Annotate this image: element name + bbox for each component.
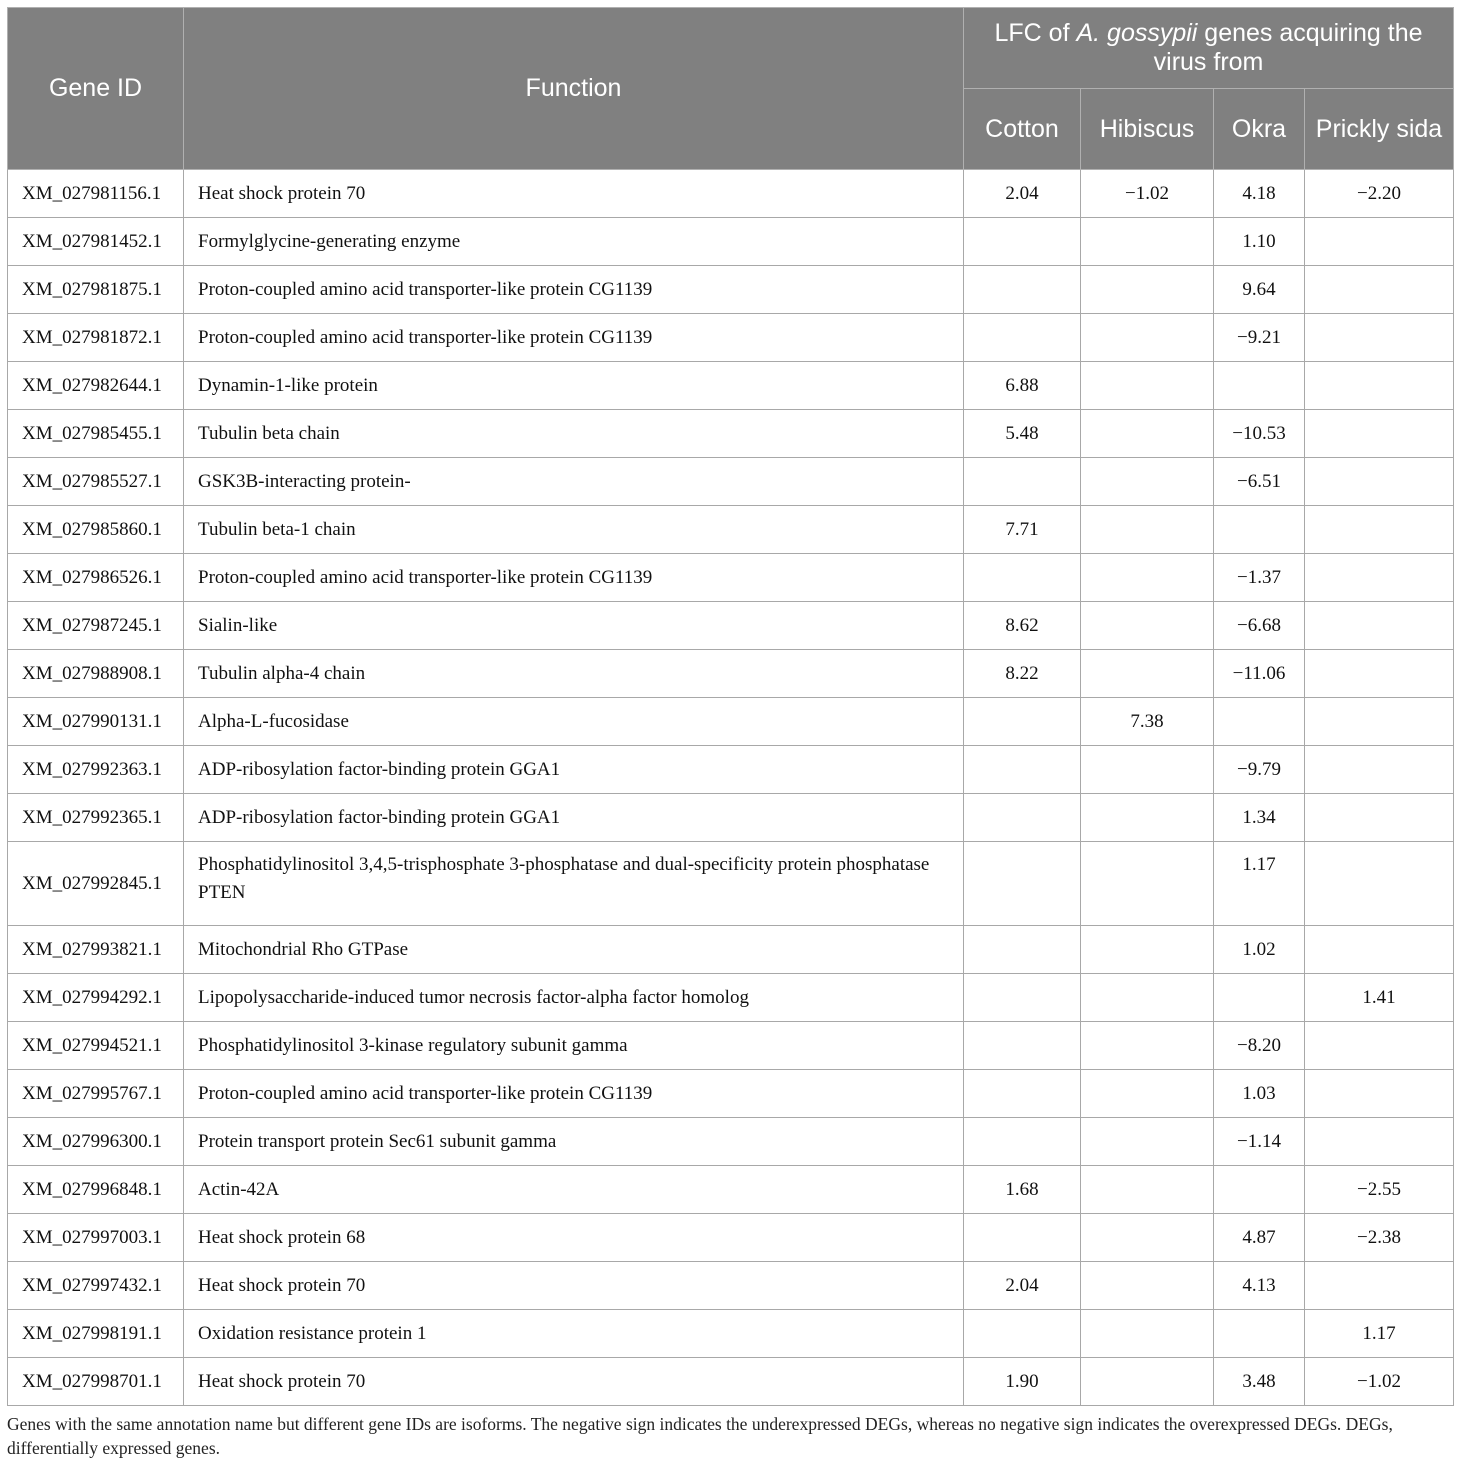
lfc-prickly-sida-cell — [1305, 1262, 1454, 1310]
table-row — [8, 974, 1454, 1022]
lfc-okra-cell: 1.34 — [1214, 794, 1305, 842]
gene-id-cell: XM_027981872.1 — [8, 314, 184, 362]
lfc-okra-cell: 1.02 — [1214, 926, 1305, 974]
function-cell: Heat shock protein 70 — [184, 1262, 964, 1310]
function-cell: Proton-coupled amino acid transporter-like protein CG1139 — [184, 266, 964, 314]
lfc-hibiscus-cell — [1081, 266, 1214, 314]
lfc-prickly-sida-cell — [1305, 554, 1454, 602]
lfc-prickly-sida-cell — [1305, 410, 1454, 458]
lfc-okra-cell: −9.21 — [1214, 314, 1305, 362]
lfc-cotton-cell — [964, 974, 1081, 1022]
function-cell: Alpha-L-fucosidase — [184, 698, 964, 746]
lfc-okra-cell — [1214, 506, 1305, 554]
function-cell: Phosphatidylinositol 3,4,5-trisphosphate 3-phosphatase and dual-specificity protein phosphatase PTEN — [184, 842, 964, 926]
function-cell: Proton-coupled amino acid transporter-like protein CG1139 — [184, 1070, 964, 1118]
function-cell: Proton-coupled amino acid transporter-like protein CG1139 — [184, 554, 964, 602]
lfc-okra-cell: 1.10 — [1214, 218, 1305, 266]
lfc-prickly-sida-cell — [1305, 926, 1454, 974]
header-host-okra: Okra — [1214, 89, 1305, 170]
table-row — [8, 170, 1454, 218]
lfc-hibiscus-cell — [1081, 926, 1214, 974]
lfc-prickly-sida-cell: −2.20 — [1305, 170, 1454, 218]
lfc-prickly-sida-cell — [1305, 1022, 1454, 1070]
lfc-hibiscus-cell — [1081, 458, 1214, 506]
lfc-okra-cell — [1214, 974, 1305, 1022]
function-cell: Protein transport protein Sec61 subunit gamma — [184, 1118, 964, 1166]
lfc-cotton-cell: 7.71 — [964, 506, 1081, 554]
lfc-cotton-cell — [964, 842, 1081, 926]
function-cell: Heat shock protein 68 — [184, 1214, 964, 1262]
lfc-okra-cell: −1.14 — [1214, 1118, 1305, 1166]
header-gene-id: Gene ID — [8, 8, 184, 170]
gene-id-cell: XM_027994521.1 — [8, 1022, 184, 1070]
lfc-hibiscus-cell — [1081, 746, 1214, 794]
lfc-prickly-sida-cell — [1305, 1070, 1454, 1118]
lfc-hibiscus-cell — [1081, 842, 1214, 926]
lfc-cotton-cell: 5.48 — [964, 410, 1081, 458]
lfc-prickly-sida-cell: 1.41 — [1305, 974, 1454, 1022]
lfc-prickly-sida-cell — [1305, 602, 1454, 650]
header-lfc-species: A. gossypii — [1076, 19, 1198, 47]
table-row — [8, 314, 1454, 362]
lfc-hibiscus-cell — [1081, 650, 1214, 698]
lfc-okra-cell: 4.13 — [1214, 1262, 1305, 1310]
lfc-prickly-sida-cell — [1305, 314, 1454, 362]
table-row — [8, 1262, 1454, 1310]
table-row — [8, 1070, 1454, 1118]
gene-id-cell: XM_027998701.1 — [8, 1358, 184, 1406]
lfc-cotton-cell: 8.62 — [964, 602, 1081, 650]
lfc-cotton-cell: 2.04 — [964, 1262, 1081, 1310]
lfc-prickly-sida-cell — [1305, 842, 1454, 926]
lfc-prickly-sida-cell — [1305, 746, 1454, 794]
function-cell: Formylglycine-generating enzyme — [184, 218, 964, 266]
lfc-table — [7, 7, 1454, 1406]
table-row — [8, 698, 1454, 746]
function-cell: Heat shock protein 70 — [184, 1358, 964, 1406]
lfc-cotton-cell — [964, 794, 1081, 842]
lfc-hibiscus-cell — [1081, 410, 1214, 458]
lfc-okra-cell: −6.68 — [1214, 602, 1305, 650]
gene-id-cell: XM_027985527.1 — [8, 458, 184, 506]
gene-id-cell: XM_027996300.1 — [8, 1118, 184, 1166]
lfc-cotton-cell — [964, 1310, 1081, 1358]
table-row — [8, 794, 1454, 842]
lfc-prickly-sida-cell — [1305, 1118, 1454, 1166]
gene-id-cell: XM_027985455.1 — [8, 410, 184, 458]
table-row — [8, 1358, 1454, 1406]
gene-id-cell: XM_027986526.1 — [8, 554, 184, 602]
function-cell: Tubulin beta chain — [184, 410, 964, 458]
lfc-prickly-sida-cell: −1.02 — [1305, 1358, 1454, 1406]
header-host-cotton: Cotton — [964, 89, 1081, 170]
gene-id-cell: XM_027994292.1 — [8, 974, 184, 1022]
lfc-okra-cell: 3.48 — [1214, 1358, 1305, 1406]
function-cell: Tubulin beta-1 chain — [184, 506, 964, 554]
lfc-hibiscus-cell — [1081, 794, 1214, 842]
table-row — [8, 554, 1454, 602]
lfc-hibiscus-cell — [1081, 974, 1214, 1022]
lfc-cotton-cell — [964, 698, 1081, 746]
lfc-prickly-sida-cell — [1305, 698, 1454, 746]
lfc-prickly-sida-cell — [1305, 650, 1454, 698]
lfc-okra-cell — [1214, 698, 1305, 746]
lfc-okra-cell: −1.37 — [1214, 554, 1305, 602]
function-cell: ADP-ribosylation factor-binding protein GGA1 — [184, 794, 964, 842]
lfc-okra-cell: 9.64 — [1214, 266, 1305, 314]
lfc-hibiscus-cell — [1081, 1166, 1214, 1214]
lfc-cotton-cell — [964, 554, 1081, 602]
header-host-hibiscus: Hibiscus — [1081, 89, 1214, 170]
lfc-hibiscus-cell — [1081, 362, 1214, 410]
table-row — [8, 218, 1454, 266]
table-row — [8, 1166, 1454, 1214]
lfc-okra-cell — [1214, 362, 1305, 410]
gene-id-cell: XM_027985860.1 — [8, 506, 184, 554]
table-row — [8, 410, 1454, 458]
table-row — [8, 842, 1454, 926]
function-cell: Tubulin alpha-4 chain — [184, 650, 964, 698]
function-cell: Heat shock protein 70 — [184, 170, 964, 218]
lfc-prickly-sida-cell: −2.38 — [1305, 1214, 1454, 1262]
lfc-okra-cell: 4.18 — [1214, 170, 1305, 218]
table-row — [8, 458, 1454, 506]
gene-id-cell: XM_027995767.1 — [8, 1070, 184, 1118]
gene-id-cell: XM_027996848.1 — [8, 1166, 184, 1214]
lfc-okra-cell — [1214, 1166, 1305, 1214]
table-row — [8, 266, 1454, 314]
lfc-cotton-cell: 1.68 — [964, 1166, 1081, 1214]
lfc-cotton-cell — [964, 1070, 1081, 1118]
function-cell: Dynamin-1-like protein — [184, 362, 964, 410]
lfc-okra-cell: 1.17 — [1214, 842, 1305, 926]
table-row — [8, 1022, 1454, 1070]
gene-id-cell: XM_027981156.1 — [8, 170, 184, 218]
gene-id-cell: XM_027988908.1 — [8, 650, 184, 698]
lfc-okra-cell: −11.06 — [1214, 650, 1305, 698]
gene-id-cell: XM_027997003.1 — [8, 1214, 184, 1262]
table-row — [8, 362, 1454, 410]
header-function: Function — [184, 8, 964, 170]
lfc-hibiscus-cell — [1081, 218, 1214, 266]
gene-id-cell: XM_027992365.1 — [8, 794, 184, 842]
function-cell: Mitochondrial Rho GTPase — [184, 926, 964, 974]
header-lfc-suffix: genes acquiring the virus from — [1153, 19, 1423, 76]
lfc-prickly-sida-cell — [1305, 458, 1454, 506]
lfc-cotton-cell — [964, 458, 1081, 506]
function-cell: Lipopolysaccharide-induced tumor necrosis factor-alpha factor homolog — [184, 974, 964, 1022]
gene-id-cell: XM_027993821.1 — [8, 926, 184, 974]
lfc-cotton-cell — [964, 1022, 1081, 1070]
gene-id-cell: XM_027981452.1 — [8, 218, 184, 266]
lfc-okra-cell: 4.87 — [1214, 1214, 1305, 1262]
lfc-prickly-sida-cell — [1305, 794, 1454, 842]
lfc-hibiscus-cell — [1081, 506, 1214, 554]
lfc-okra-cell: 1.03 — [1214, 1070, 1305, 1118]
header-lfc-prefix: LFC of — [994, 19, 1077, 47]
lfc-hibiscus-cell: −1.02 — [1081, 170, 1214, 218]
lfc-cotton-cell: 1.90 — [964, 1358, 1081, 1406]
gene-id-cell: XM_027992363.1 — [8, 746, 184, 794]
lfc-okra-cell — [1214, 1310, 1305, 1358]
lfc-prickly-sida-cell — [1305, 506, 1454, 554]
lfc-prickly-sida-cell — [1305, 218, 1454, 266]
lfc-cotton-cell: 8.22 — [964, 650, 1081, 698]
function-cell: Actin-42A — [184, 1166, 964, 1214]
table-row — [8, 1214, 1454, 1262]
gene-id-cell: XM_027998191.1 — [8, 1310, 184, 1358]
lfc-prickly-sida-cell — [1305, 362, 1454, 410]
gene-id-cell: XM_027987245.1 — [8, 602, 184, 650]
lfc-cotton-cell — [964, 218, 1081, 266]
table-row — [8, 1118, 1454, 1166]
table-footnote: Genes with the same annotation name but different gene IDs are isoforms. The negative sign indicates the underexpressed DEGs, whereas no negative sign indicates the overexpressed DEGs. DEGs, differentially expressed genes. — [7, 1414, 1393, 1458]
lfc-hibiscus-cell — [1081, 1070, 1214, 1118]
lfc-hibiscus-cell — [1081, 314, 1214, 362]
lfc-okra-cell: −10.53 — [1214, 410, 1305, 458]
lfc-hibiscus-cell — [1081, 1118, 1214, 1166]
lfc-cotton-cell: 2.04 — [964, 170, 1081, 218]
gene-id-cell: XM_027981875.1 — [8, 266, 184, 314]
lfc-prickly-sida-cell: −2.55 — [1305, 1166, 1454, 1214]
table-row — [8, 506, 1454, 554]
lfc-cotton-cell — [964, 1214, 1081, 1262]
lfc-cotton-cell — [964, 1118, 1081, 1166]
lfc-prickly-sida-cell: 1.17 — [1305, 1310, 1454, 1358]
function-cell: Sialin-like — [184, 602, 964, 650]
lfc-cotton-cell — [964, 746, 1081, 794]
table-row — [8, 602, 1454, 650]
lfc-hibiscus-cell — [1081, 554, 1214, 602]
header-host-prickly-sida: Prickly sida — [1305, 89, 1454, 170]
lfc-cotton-cell: 6.88 — [964, 362, 1081, 410]
lfc-prickly-sida-cell — [1305, 266, 1454, 314]
function-cell: ADP-ribosylation factor-binding protein GGA1 — [184, 746, 964, 794]
lfc-hibiscus-cell — [1081, 1214, 1214, 1262]
function-cell: GSK3B-interacting protein- — [184, 458, 964, 506]
table-row — [8, 746, 1454, 794]
function-cell: Oxidation resistance protein 1 — [184, 1310, 964, 1358]
function-cell: Phosphatidylinositol 3-kinase regulatory subunit gamma — [184, 1022, 964, 1070]
lfc-hibiscus-cell — [1081, 602, 1214, 650]
lfc-cotton-cell — [964, 266, 1081, 314]
lfc-okra-cell: −9.79 — [1214, 746, 1305, 794]
gene-id-cell: XM_027992845.1 — [8, 842, 184, 926]
gene-id-cell: XM_027982644.1 — [8, 362, 184, 410]
gene-id-cell: XM_027990131.1 — [8, 698, 184, 746]
header-lfc-group — [964, 8, 1454, 89]
table-row — [8, 650, 1454, 698]
function-cell: Proton-coupled amino acid transporter-like protein CG1139 — [184, 314, 964, 362]
table-body — [8, 170, 1454, 1406]
lfc-cotton-cell — [964, 314, 1081, 362]
gene-id-cell: XM_027997432.1 — [8, 1262, 184, 1310]
lfc-okra-cell: −8.20 — [1214, 1022, 1305, 1070]
lfc-hibiscus-cell — [1081, 1310, 1214, 1358]
table-row — [8, 926, 1454, 974]
lfc-hibiscus-cell — [1081, 1358, 1214, 1406]
lfc-hibiscus-cell — [1081, 1262, 1214, 1310]
table-row — [8, 1310, 1454, 1358]
lfc-hibiscus-cell: 7.38 — [1081, 698, 1214, 746]
lfc-okra-cell: −6.51 — [1214, 458, 1305, 506]
lfc-hibiscus-cell — [1081, 1022, 1214, 1070]
lfc-cotton-cell — [964, 926, 1081, 974]
table-header — [8, 8, 1454, 170]
